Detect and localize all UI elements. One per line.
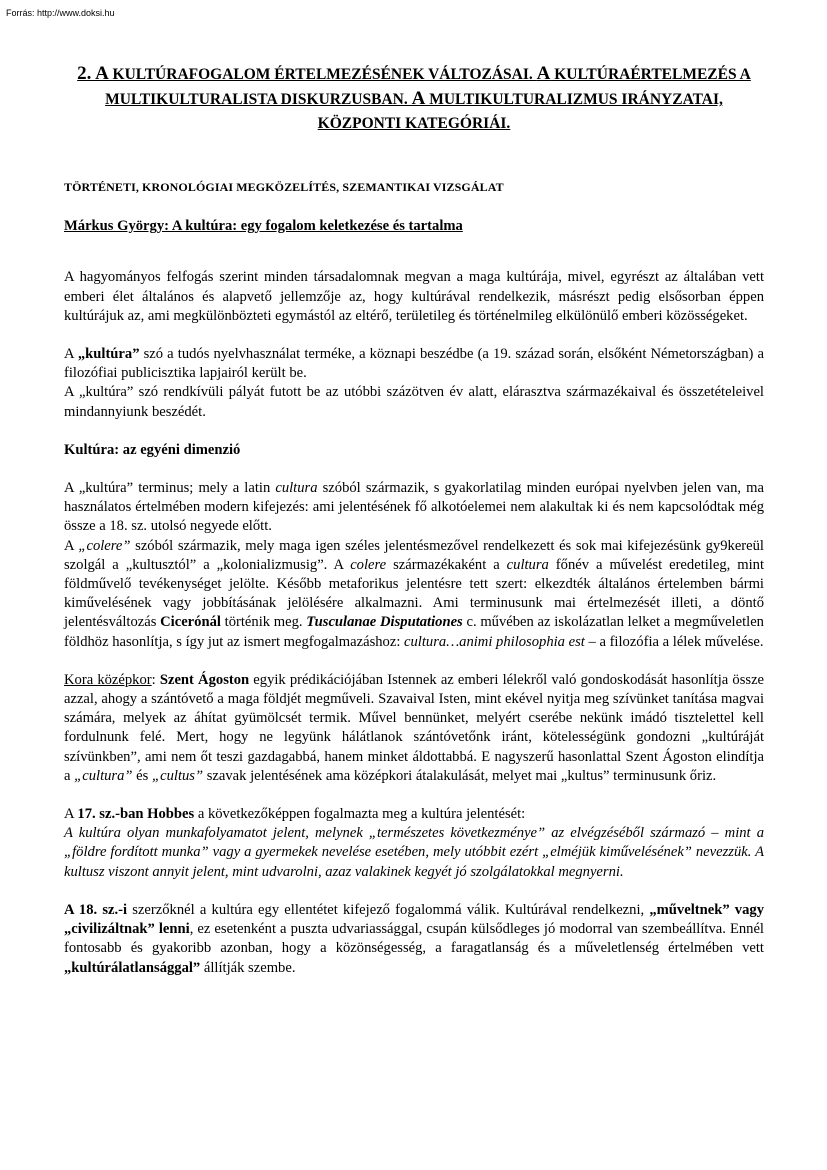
title-part-3: MULTIKULTURALIZMUS IRÁNYZATAI, KÖZPONTI KATEGÓRIÁI. <box>317 91 723 132</box>
underlined-term: Kora középkor <box>64 671 152 688</box>
text-run: a következőképpen fogalmazta meg a kultúra jelentését: <box>194 806 526 823</box>
text-run: szerzőknél a kultúra egy ellentétet kifejező fogalommá válik. Kultúrával rendelkezni, <box>127 901 650 918</box>
text-run: A <box>64 537 79 554</box>
text-run: és <box>132 767 152 784</box>
title-cap-a-1: A <box>536 63 551 84</box>
text-run: c. művében az iskolázatlan lelket a megműveletlen földhöz hasonlítja, s így jut az ismert megfogalmazáshoz: <box>64 614 764 650</box>
paragraph-8-quote: A kultúra olyan munkafolyamatot jelent, melynek „természetes következménye” az elvégzéséből származó – mint a „földre fordított munka” vagy a gyermekek nevelése esetében, mely utóbbit ezért „elméjük kiművelésének” nevezzük. A kultusz viszont annyit jelent, mint udvarolni, azaz valakinek kegyét jó szolgálatokkal megnyerni. <box>64 825 764 880</box>
text-run: történik meg. <box>220 614 307 631</box>
text-run: szóból származik, mely maga igen széles jelentésmezővel rendelkezett és sok mai kifejezésünk gy9kereül szolgál a „kultusztól” a „kolonializmusig”. A <box>64 537 764 573</box>
text-run: – a filozófia a lélek művelése. <box>584 633 764 650</box>
bold-term: 17. sz.-ban Hobbes <box>77 806 195 823</box>
paragraph-6 <box>64 671 764 786</box>
text-run: A „kultúra” terminus; mely a latin <box>64 480 276 497</box>
paragraph-2 <box>64 345 764 383</box>
paragraph-3: A „kultúra” szó rendkívüli pályát futott be az utóbbi százötven év alatt, elárasztva származékaival és összetételeivel mindannyiunk beszédét. <box>64 384 764 420</box>
text-run: szó a tudós nyelvhasználat terméke, a köznapi beszédbe (a 19. század során, elsőként Németországban) a filozófiai publicisztika lapjairól került be. <box>64 346 764 382</box>
heading-individual-dimension: Kultúra: az egyéni dimenzió <box>64 441 241 458</box>
italic-term: cultura…animi philosophia est <box>404 633 585 650</box>
text-run: főnév a művelést eredetileg, mint földművelő tevékenységet jelölte. Később metaforikus jelentésre tett szert: elkezdték általános értelemben bármi kiművelésének vagy jobbításának jelölésére alkalmazni. Ami terminusunk mai értelmezését illeti, a döntő jelentésváltozás <box>64 556 764 631</box>
title-part-1: KULTÚRAFOGALOM ÉRTELMEZÉSÉNEK VÁLTOZÁSAI. <box>112 66 537 83</box>
section-heading: TÖRTÉNETI, KRONOLÓGIAI MEGKÖZELÍTÉS, SZEMANTIKAI VIZSGÁLAT <box>64 180 504 194</box>
bold-term: Szent Ágoston <box>159 671 250 688</box>
title-part-2: KULTÚRAÉRTELMEZÉS A MULTIKULTURALISTA DISKURZUSBAN. <box>105 66 751 108</box>
paragraph-5 <box>64 537 764 652</box>
text-run: , ez esetenként a puszta udvariassággal, csupán külsődleges jó modorral van szembeállítva. Ennél fontosabb és gyakoribb azonban, hogy a közönségesség, a faragatlanság és a műveletlenség értelmében vett <box>64 921 764 957</box>
bold-term: „kultúrálatlansággal” <box>64 959 201 976</box>
text-run: A <box>64 346 78 363</box>
italic-term: „cultus” <box>152 767 204 784</box>
bold-italic-term: Tusculanae Disputationes <box>306 614 463 631</box>
paragraph-9 <box>64 901 764 978</box>
bold-term: A 18. sz.-i <box>64 901 128 918</box>
bold-term: „műveltnek” vagy „civilizáltnak” lenni <box>64 901 764 938</box>
text-run: : <box>151 671 160 688</box>
italic-term: colere <box>350 556 387 573</box>
text-run: állítják szembe. <box>200 959 296 976</box>
subtitle: Márkus György: A kultúra: egy fogalom keletkezése és tartalma <box>64 218 463 235</box>
text-run: A <box>64 806 78 823</box>
title-cap-a-2: A <box>411 88 426 109</box>
paragraph-4 <box>64 479 764 537</box>
source-line: Forrás: http://www.doksi.hu <box>6 8 115 18</box>
bold-term: „kultúra” <box>77 346 140 363</box>
document-body <box>64 178 764 978</box>
title-number: 2. A <box>77 63 113 84</box>
page-title <box>64 62 764 136</box>
bold-term: Cicerónál <box>160 614 221 631</box>
paragraph-1: A hagyományos felfogás szerint minden társadalomnak megvan a maga kultúrája, mivel, egyrészt az általában vett emberi élet általános és alapvető jellemzője az, hogy kultúrával rendelkezik, másrészt pedig elsősorban éppen kultúrájuk az, ami megkülönbözteti egymástól az eltérő, területileg és történelmileg elkülönülő emberi közösségeket. <box>64 269 764 324</box>
text-run: szóból származik, s gyakorlatilag minden európai nyelvben jelen van, ma használatos értelmében modern kifejezés: ami jelentésének fő alkotóelemei nem alakultak ki és nem kapcsolódtak még össze a 18. sz. utolsó negyede előtt. <box>64 480 765 535</box>
text-run: származékaként a <box>386 556 507 573</box>
italic-term: „cultura” <box>74 767 133 784</box>
italic-term: „colere” <box>78 537 131 554</box>
text-run: egyik prédikációjában Istennek az emberi lélekről való gondoskodását hasonlítja össze azzal, ahogy a szántóvető a maga földjét megműveli. Szavaival Isten, mint ekével nyitja meg szívünket tanítása magvai számára, melyek az áhítat gyümölcsét termik. Művel bennünket, melyért cserébe nekünk imádó tisztelettel kell fordulnunk felé. Mert, hogy ne legyünk hálátlanok szántóvetőnk iránt, kötelességünk gondozni „kultúráját szívünkben”, ami nem őt teszi gazdagabbá, hanem minket áldottabbá. E nagyszerű hasonlattal Szent Ágoston elindítja a <box>64 671 765 784</box>
italic-term: cultura <box>275 480 318 497</box>
text-run: szavak jelentésének ama középkori átalakulását, melyet mai „kultus” terminusunk őriz. <box>203 767 717 784</box>
italic-term: cultura <box>506 556 549 573</box>
paragraph-7 <box>64 805 764 824</box>
